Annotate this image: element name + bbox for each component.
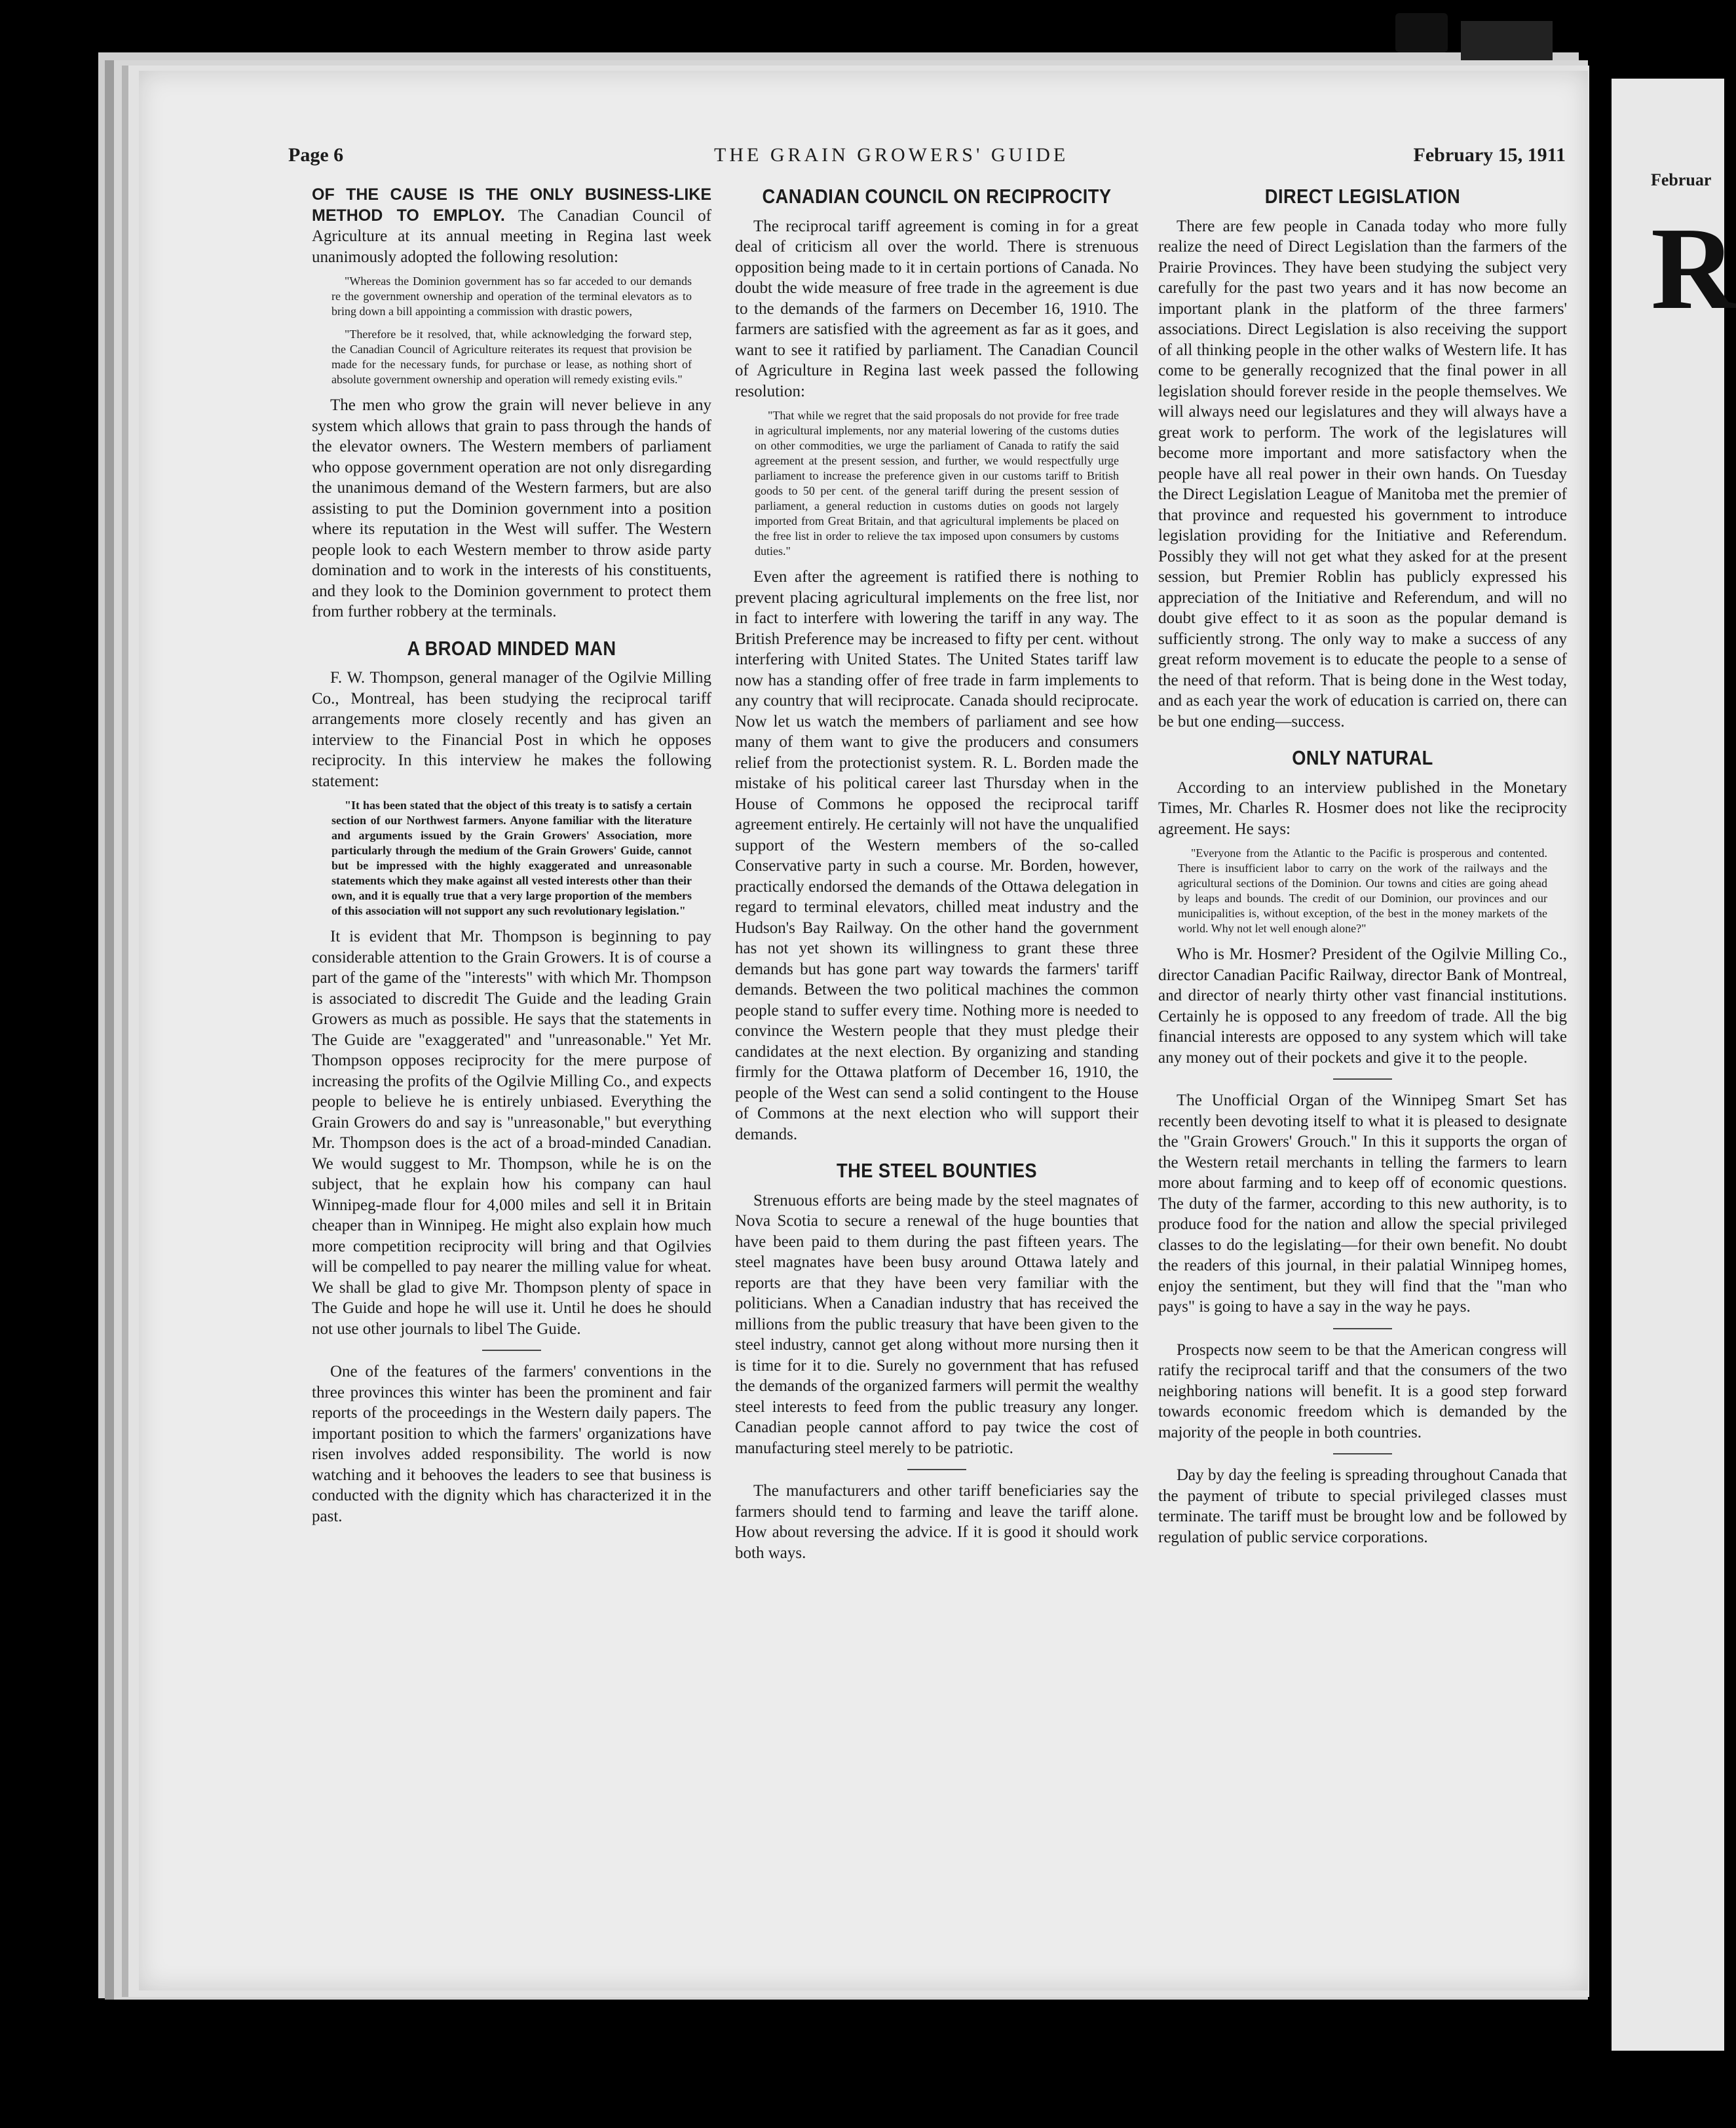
page-header [288,144,1566,177]
col1-paragraph-4: One of the features of the farmers' conventions in the three provinces this winter has been the prominent and fair reports of the proceedings in the Western daily papers. The important position to which the farmers' organizations have risen involves added responsibility. The world is now watching and it behooves the leaders to see that business is conducted with the dignity which has characterized it in the past. [312,1363,711,1525]
col3-paragraph-4: The Unofficial Organ of the Winnipeg Smart Set has recently been devoting itself to what it is pleased to designate the "Grain Growers' Grouch." In this it supports the organ of the Western retail merchants in telling the farmers to learn more about farming and to keep off of economic questions. The duty of the farmer, according to this new authority, is to produce food for the nation and allow the special privileged classes to do the legislating—for their own benefit. No doubt the readers of this journal, in their palatial Winnipeg homes, enjoy the sentiment, but they will find that the "man who pays" is going to have a say in the way he pays. [1158,1092,1567,1316]
column-2 [735,185,1139,1567]
col1-quote-1: "Whereas the Dominion government has so far acceded to our demands re the government ownership and operation of the terminal elevators as to bring down a bill appointing a commission with drastic powers, [331,275,692,318]
col1-quote-2: "Therefore be it resolved, that, while acknowledging the forward step, the Canadian Council of Agriculture reiterates its request that provision be made for the necessary funds, for purchase or lease, as nothing short of absolute government ownership and operation will remedy existing evils." [331,328,692,386]
col2-paragraph-1: The reciprocal tariff agreement is coming in for a great deal of criticism all over the world. There is strenuous opposition being made to it in certain portions of Canada. No doubt the wide measure of free trade in the agreement is due to the demands of the farmers on December 16, 1910. The farmers are satisfied with the agreement as far as it goes, and want to see it ratified by parliament. The Canadian Council of Agriculture in Regina last week passed the following resolution: [735,217,1139,400]
col2-quote-1: "That while we regret that the said proposals do not provide for free trade in agricultural implements, nor any material lowering of the customs duties on other commodities, we urge the parliament of Canada to ratify the said agreement at the present session, and further, we would respectfully urge parliament to increase the preference given in our customs tariff to British goods to 50 per cent. of the general tariff during the present session of parliament, a general reduction in customs duties on goods not largely imported from Great Britain, and that agricultural implements be placed on the free list in order to relieve the tax imposed upon consumers by customs duties." [755,409,1119,558]
headline-broad-minded-man: A BROAD MINDED MAN [407,636,616,660]
col2-paragraph-2: Even after the agreement is ratified there is nothing to prevent placing agricultural implements on the free list, nor in fact to interfere with lowering the tariff in any way. The British Preference may be increased to fifty per cent. without interfering with United States. The United States tariff law now has a standing offer of free trade in farm implements to any country that will reciprocate. Canada should reciprocate. Now let us watch the members of parliament and see how many of them want to give the producers and consumers relief from the protectionist system. R. L. Borden made the mistake of his political career last Thursday when in the House of Commons he opposed the reciprocal tariff agreement entirely. He certainly will not have the unqualified support of the Western members of the so-called Conservative party in such a course. Mr. Borden, however, practically endorsed the demands of the Ottawa delegation in regard to terminal elevators, chilled meat industry and the Hudson's Bay Railway. On the other hand the government has not yet shown its willingness to grant these three demands but has gone part way towards the farmers' tariff demands. Between the two political machines the common people stand to suffer every time. Nothing more is needed to convince the Western people that they must pledge their candidates at the next election. By organizing and standing firmly for the Ottawa platform of December 16, 1910, the people of the West can send a solid contingent to the House of Commons at the next election who will support their demands. [735,568,1139,1143]
col3-paragraph-2: According to an interview published in the Monetary Times, Mr. Charles R. Hosmer does not like the reciprocity agreement. He says: [1158,778,1567,838]
col2-paragraph-4: The manufacturers and other tariff beneficiaries say the farmers should tend to farming and leave the tariff alone. How about reversing the advice. If it is good it should work both ways. [735,1482,1139,1562]
col3-paragraph-5: Prospects now seem to be that the American congress will ratify the reciprocal tariff and that the consumers of the two neighboring nations will benefit. It is a good step forward towards economic freedom which is demanded by the majority of the people in both countries. [1158,1340,1567,1441]
newspaper-title: THE GRAIN GROWERS' GUIDE [714,144,1069,166]
column-rule [1333,1453,1392,1454]
column-1 [312,185,711,1530]
col1-quote-3: "It has been stated that the object of this treaty is to satisfy a certain section of our Northwest farmers. Anyone familiar with the literature and arguments issued by the Grain Growers' Association, more particularly through the medium of the Grain Growers' Guide, cannot but be impressed with the highly exaggerated and unreasonable statements which they make against all vested interests other than their own, and it is equally true that a very large proportion of the members of this association will not support any such revolutionary legislation." [331,799,692,917]
column-rule [1333,1078,1392,1080]
col1-lead-rest: The Canadian Council of Agriculture at its annual meeting in Regina last week unanimously adopted the following resolution: [312,206,711,266]
col3-quote-1: "Everyone from the Atlantic to the Pacific is prosperous and contented. There is insufficient labor to carry on the work of the railways and the agricultural sections of the Dominion. Our towns and cities are going ahead by leaps and bounds. The credit of our Dominion, our provinces and our municipalities is, without exception, of the best in the money markets of the world. Why not let well enough alone?" [1178,846,1547,935]
binding-clip [1395,13,1448,52]
column-rule [482,1350,541,1351]
col1-paragraph-2: F. W. Thompson, general manager of the Ogilvie Milling Co., Montreal, has been studying the reciprocal tariff arrangements more closely recently and has given an interview to the Financial Post in which he opposes reciprocity. In this interview he makes the following statement: [312,669,711,790]
facing-page-fragment [1612,79,1736,2051]
col1-lead-bold: OF THE CAUSE IS THE ONLY BUSINESS-LIKE METHOD TO EMPLOY. [312,185,711,225]
col1-paragraph-3: It is evident that Mr. Thompson is beginning to pay considerable attention to the Grain Growers. It is of course a part of the game of the "interests" with which Mr. Thompson is associated to discredit The Guide and the leading Grain Growers as much as possible. He says that the statements in The Guide are "exaggerated" and "unreasonable." Yet Mr. Thompson opposes reciprocity for the mere purpose of increasing the profits of the Ogilvie Milling Co., and expects people to believe he is entirely unbiased. Everything the Grain Growers do and say is "unreasonable," but everything Mr. Thompson does is the act of a broad-minded Canadian. We would suggest to Mr. Thompson, while he is on the subject, that he explain how his company can haul Winnipeg-made flour for 4,000 miles and sell it in Britain cheaper than in Winnipeg. He might also explain how much more competition reciprocity will bring and that Ogilvies will be compelled to pay nearer the milling value for wheat. We shall be glad to give Mr. Thompson plenty of space in The Guide and hope he will use it. Until he does he should not use other journals to libel The Guide. [312,928,711,1338]
headline-steel-bounties: THE STEEL BOUNTIES [836,1159,1038,1182]
headline-direct-legislation: DIRECT LEGISLATION [1264,185,1461,208]
facing-page-header: Februar [1651,170,1712,189]
column-rule [907,1469,966,1470]
col3-paragraph-3: Who is Mr. Hosmer? President of the Ogilvie Milling Co., director Canadian Pacific Railway, director Bank of Montreal, and director of nearly thirty other vast financial institutions. Certainly he is opposed to any freedom of trade. All the big financial interests are opposed to any system which will take any money out of their pockets and give it to the people. [1158,945,1567,1067]
col3-paragraph-6: Day by day the feeling is spreading throughout Canada that the payment of tribute to special privileged classes must terminate. The tariff must be brought low and be followed by regulation of public service corporations. [1158,1466,1567,1546]
headline-only-natural: ONLY NATURAL [1292,746,1433,769]
column-rule [1333,1328,1392,1329]
facing-page-initial: R [1651,203,1736,333]
column-3 [1158,185,1567,1551]
headline-canadian-council-on-reciprocity: CANADIAN COUNCIL ON RECIPROCITY [762,185,1112,208]
col3-paragraph-1: There are few people in Canada today who more fully realize the need of Direct Legislation than the farmers of the Prairie Provinces. They have been studying the subject very carefully for the past two years and it has now become an important plank in the platform of the three farmers' associations. Direct Legislation is also receiving the support of all thinking people in the other walks of Western life. It has come to be generally recognized that the final power in all legislation should forever reside in the people themselves. We will always need our legislatures and they will always have a great work to perform. The work of the legislatures will become more important and more satisfactory when the people have all real power in their own hands. On Tuesday the Direct Legislation League of Manitoba met the premier of that province and requested his government to introduce legislation providing for the Initiative and Referendum. Possibly they will not get what they asked for at the present session, but Premier Roblin has publicly expressed his appreciation of the Initiative and Referendum, and will no doubt give effect to it as soon as the popular demand is sufficiently strong. The only way to make a success of any great reform movement is to educate the people to a sense of the need of that reform. That is being done in the West today, and as each year the work of education is carried on, there can be but one ending—success. [1158,217,1567,731]
page-number: Page 6 [288,144,344,166]
col1-paragraph-1: The men who grow the grain will never believe in any system which allows that grain to pass through the hands of the elevator owners. The Western members of parliament who oppose government operation are not only disregarding the unanimous demand of the Western farmers, but are also assisting to put the Dominion government into a position where its reputation in the West will suffer. The Western people look to each Western member to throw aside party domination and to work in the interests of his constituents, and they look to the Dominion government to protect them from further robbery at the terminals. [312,396,711,620]
col1-lead-paragraph [312,185,711,267]
col2-paragraph-3: Strenuous efforts are being made by the steel magnates of Nova Scotia to secure a renewal of the huge bounties that have been paid to them during the past fifteen years. The steel magnates have been busy around Ottawa lately and reports are that they have been very familiar with the politicians. When a Canadian industry that has received the millions from the public treasury that have been given to the steel industry, cannot get along without more nursing then it is time for it to die. Surely no government that has refused the demands of the organized farmers will permit the wealthy steel interests to feed from the public treasury any longer. Canadian people cannot afford to pay twice the cost of manufacturing steel merely to be patriotic. [735,1191,1139,1457]
issue-date: February 15, 1911 [1413,144,1566,166]
